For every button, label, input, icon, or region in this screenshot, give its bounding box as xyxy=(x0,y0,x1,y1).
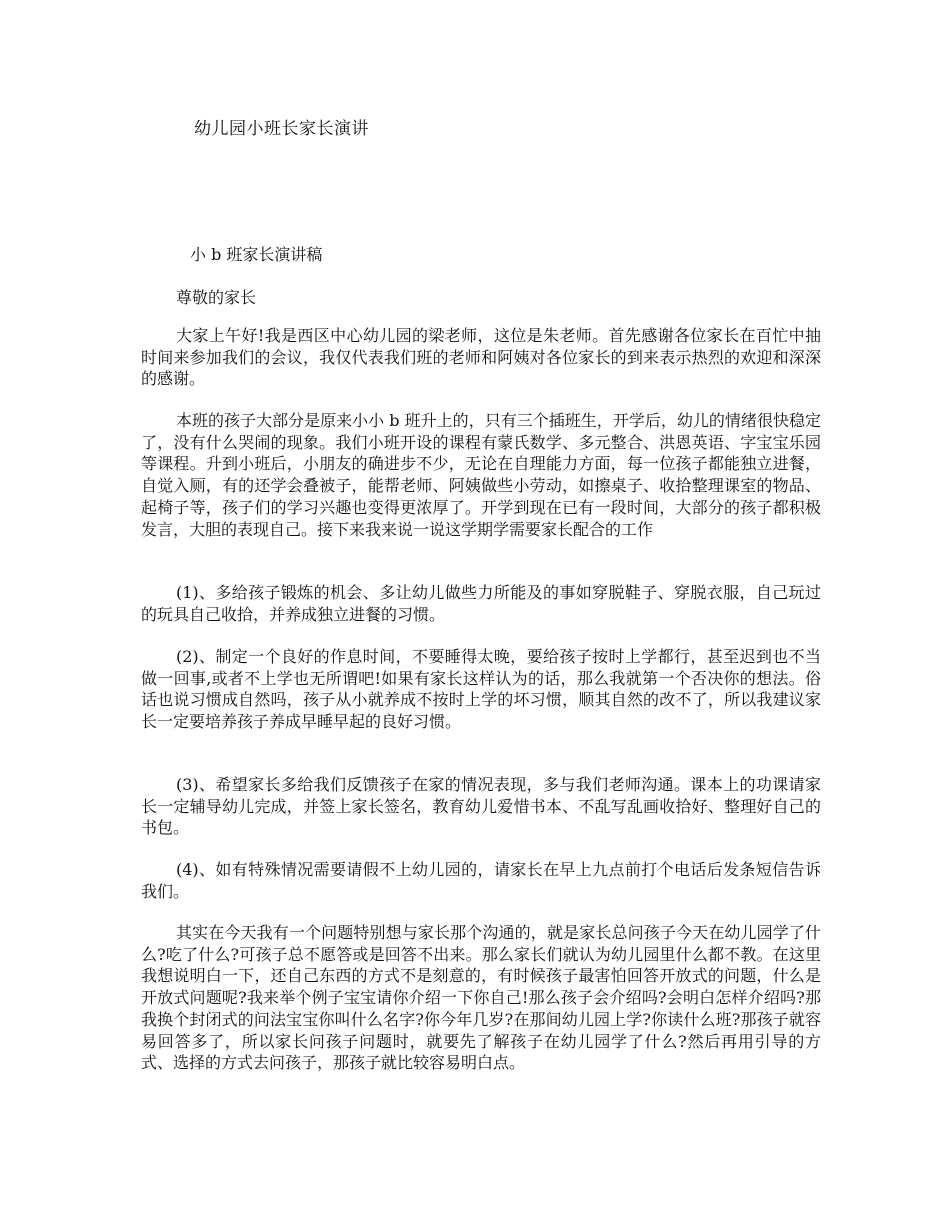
paragraph-item-4: (4)、如有特殊情况需要请假不上幼儿园的，请家长在早上九点前打个电话后发条短信告诉我们。 xyxy=(141,860,821,901)
paragraph-class-overview: 本班的孩子大部分是原来小小 b 班升上的，只有三个插班生，开学后，幼儿的情绪很快稳定了，没有什么哭闹的现象。我们小班开设的课程有蒙氏数学、多元整合、洪恩英语、字宝宝乐园等课程。升到小班后，小朋友的确进步不少，无论在自理能力方面，每一位孩子都能独立进餐，自觉入厕，有的还学会叠被子，能帮老师、阿姨做些小劳动，如擦桌子、收拾整理课室的物品、起椅子等，孩子们的学习兴趣也变得更浓厚了。开学到现在已有一段时间，大部分的孩子都积极发言，大胆的表现自己。接下来我来说一说这学期学需要家长配合的工作 xyxy=(141,411,821,539)
paragraph-greeting: 大家上午好!我是西区中心幼儿园的梁老师，这位是朱老师。首先感谢各位家长在百忙中抽时间来参加我们的会议，我仅代表我们班的老师和阿姨对各位家长的到来表示热烈的欢迎和深深的感谢。 xyxy=(141,326,821,389)
salutation: 尊敬的家长 xyxy=(176,288,257,307)
paragraph-item-3: (3)、希望家长多给我们反馈孩子在家的情况表现，多与我们老师沟通。课本上的功课请家长一定辅导幼儿完成，并签上家长签名，教育幼儿爱惜书本、不乱写乱画收拾好、整理好自己的书包。 xyxy=(141,775,821,838)
paragraph-item-2: (2)、制定一个良好的作息时间，不要睡得太晚，要给孩子按时上学都行，甚至迟到也不当做一回事,或者不上学也无所谓吧!如果有家长这样认为的话，那么我就第一个否决你的想法。俗话也说习惯成自然吗，孩子从小就养成不按时上学的坏习惯，顺其自然的改不了，所以我建议家长一定要培养孩子养成早睡早起的良好习惯。 xyxy=(141,647,821,732)
paragraph-communication: 其实在今天我有一个问题特别想与家长那个沟通的，就是家长总问孩子今天在幼儿园学了什么?吃了什么?可孩子总不愿答或是回答不出来。那么家长们就认为幼儿园里什么都不教。在这里我想说明白一下，还自己东西的方式不是刻意的，有时候孩子最害怕回答开放式的问题，什么是开放式问题呢?我来举个例子宝宝请你介绍一下你自己!那么孩子会介绍吗?会明白怎样介绍吗?那我换个封闭式的问法宝宝你叫什么名字?你今年几岁?在那间幼儿园上学?你读什么班?那孩子就容易回答多了，所以家长问孩子问题时，就要先了解孩子在幼儿园学了什么?然后再用引导的方式、选择的方式去问孩子，那孩子就比较容易明白点。 xyxy=(141,923,821,1073)
document-title: 幼儿园小班长家长演讲 xyxy=(194,119,369,139)
speech-subtitle: 小 b 班家长演讲稿 xyxy=(190,245,323,264)
paragraph-item-1: (1)、多给孩子锻炼的机会、多让幼儿做些力所能及的事如穿脱鞋子、穿脱衣服，自己玩过的玩具自己收拾，并养成独立进餐的习惯。 xyxy=(141,583,821,624)
